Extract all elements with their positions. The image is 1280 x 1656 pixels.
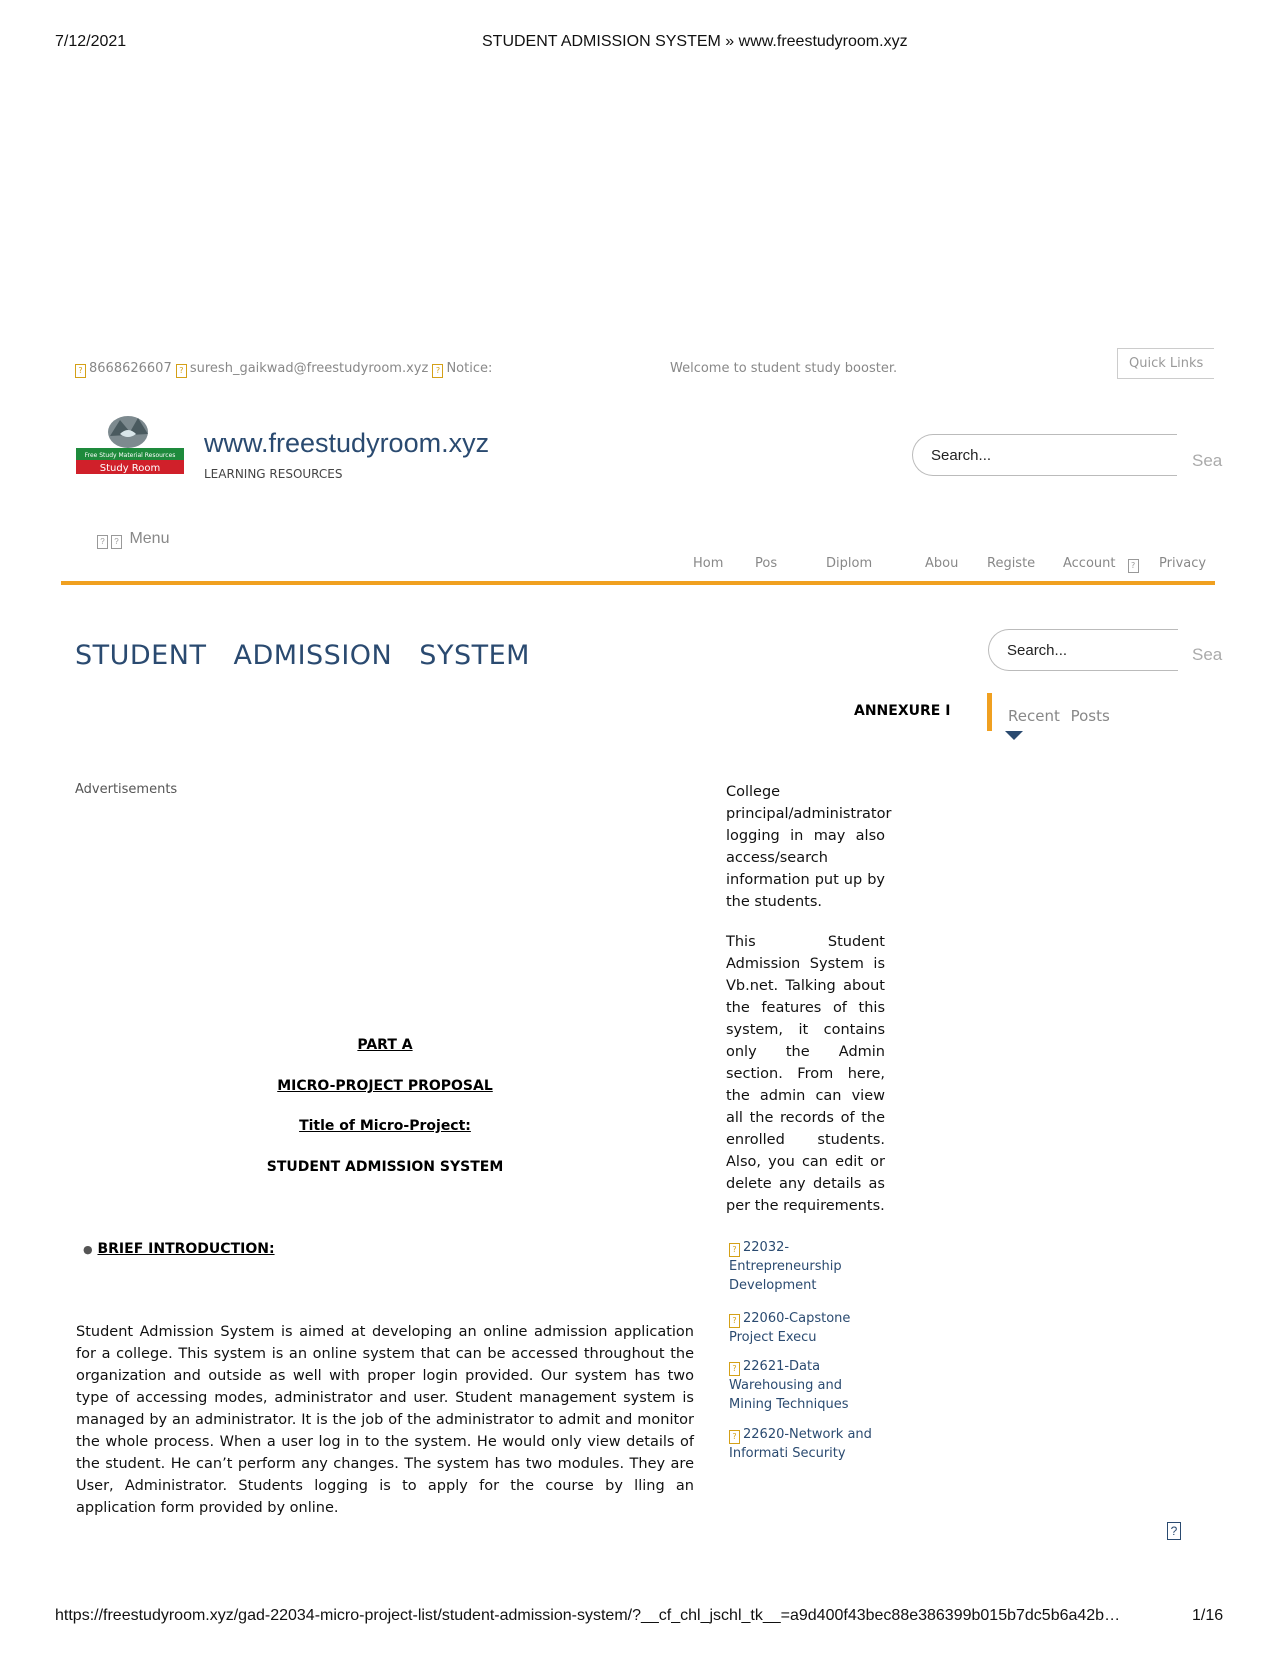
link-icon: ? <box>729 1362 740 1376</box>
related-link-1[interactable] <box>729 1238 879 1295</box>
annexure-label: ANNEXURE I <box>854 703 951 719</box>
sidebar-search-button[interactable]: Sea <box>1192 645 1223 664</box>
print-page-number: 1/16 <box>1192 1607 1224 1624</box>
project-title: STUDENT ADMISSION SYSTEM <box>266 1159 504 1175</box>
nav-privacy[interactable]: Privacy <box>1159 556 1207 571</box>
related-link-3[interactable] <box>729 1357 879 1414</box>
phone-icon: ? <box>75 364 86 378</box>
related-link-4-label: 22620-Network and Informati Security <box>729 1427 872 1461</box>
nav-posts[interactable]: Pos <box>755 556 778 571</box>
middle-para-1: College principal/administrator logging in may also access/search information put up by the students. <box>726 784 892 910</box>
recent-posts-arrow-icon <box>1005 731 1023 740</box>
link-icon: ? <box>729 1314 740 1328</box>
nav-about[interactable]: Abou <box>925 556 959 571</box>
related-link-4[interactable] <box>729 1425 879 1463</box>
print-title: STUDENT ADMISSION SYSTEM » www.freestudyroom.xyz <box>482 33 908 50</box>
title-label: Title of Micro-Project: <box>299 1118 471 1134</box>
recent-posts-accent <box>987 693 992 731</box>
brief-intro-heading <box>83 1241 275 1257</box>
nav-account[interactable] <box>1063 556 1142 573</box>
menu-icon: ? <box>97 535 108 549</box>
part-a-heading: PART A <box>357 1037 413 1053</box>
chevron-down-icon: ? <box>1128 559 1139 573</box>
print-url: https://freestudyroom.xyz/gad-22034-micro-project-list/student-admission-system/?__cf_chl_jschl_tk__=a9d400f43bec88e386399b015b7dc5b6a42b… <box>55 1607 1121 1624</box>
logo-top-text: Free Study Material Resources <box>84 452 176 459</box>
menu-label: Menu <box>129 530 170 547</box>
site-logo[interactable] <box>76 412 184 481</box>
header-divider <box>61 581 1215 585</box>
site-subtitle: LEARNING RESOURCES <box>204 467 343 481</box>
related-link-2[interactable] <box>729 1309 889 1347</box>
quick-links-button[interactable]: Quick Links <box>1117 348 1214 379</box>
menu-toggle[interactable] <box>97 530 169 549</box>
sidebar-search-placeholder: Search... <box>1007 641 1068 659</box>
related-link-2-label: 22060-Capstone Project Execu <box>729 1311 851 1345</box>
recent-posts-heading: Recent Posts <box>1008 707 1110 725</box>
nav-diploma[interactable]: Diplom <box>826 556 873 571</box>
proposal-heading: MICRO-PROJECT PROPOSAL <box>277 1078 493 1094</box>
header-search-input[interactable] <box>912 434 1177 476</box>
advertisements-label: Advertisements <box>75 782 178 797</box>
notice-icon: ? <box>432 364 443 378</box>
broken-image-icon: ? <box>1167 1522 1181 1540</box>
link-icon: ? <box>729 1430 740 1444</box>
brief-intro-label: BRIEF INTRODUCTION: <box>97 1241 275 1257</box>
logo-main-text: Study Room <box>99 463 161 474</box>
notice-label: Notice: <box>446 361 493 376</box>
bullet-icon: ● <box>83 1243 93 1256</box>
email-address[interactable]: suresh_gaikwad@freestudyroom.xyz <box>189 361 429 376</box>
contact-bar <box>75 361 492 378</box>
middle-para-2: This Student Admission System is Vb.net. Talking about the features of this system, it contains only the Admin section. From here, the admin can view all the records of the enrolled students. Also, you can edit or delete any details as per the requirements. <box>726 934 885 1214</box>
header-search-placeholder: Search... <box>931 446 992 464</box>
welcome-text: Welcome to student study booster. <box>670 361 898 376</box>
link-icon: ? <box>729 1243 740 1257</box>
nav-register[interactable]: Registe <box>987 556 1036 571</box>
nav-home[interactable]: Hom <box>693 556 724 571</box>
menu-icon-2: ? <box>111 535 122 549</box>
intro-paragraph: Student Admission System is aimed at developing an online admission application for a college. This system is an online system that can be accessed throughout the organization and outside as well with proper login provided. Our system has two type of accessing modes, administrator and user. Student management system is managed by an administrator. It is the job of the administrator to admit and monitor the whole process. When a user log in to the system. He would only view details of the student. He can’t perform any changes. The system has two modules. They are User, Administrator. Students logging is to apply for the course by lling an application form provided by online. <box>76 1324 694 1516</box>
site-title[interactable]: www.freestudyroom.xyz <box>204 428 490 458</box>
phone-number[interactable]: 8668626607 <box>89 361 172 376</box>
related-link-1-label: 22032-Entrepreneurship Development <box>729 1240 842 1293</box>
mail-icon: ? <box>176 364 187 378</box>
sidebar-search-input[interactable] <box>988 629 1178 671</box>
header-search-button[interactable]: Sea <box>1192 451 1223 470</box>
print-date: 7/12/2021 <box>55 33 127 50</box>
related-link-3-label: 22621-Data Warehousing and Mining Techniques <box>729 1359 849 1412</box>
page-title: STUDENT ADMISSION SYSTEM <box>75 640 530 671</box>
nav-account-label: Account <box>1063 556 1116 571</box>
